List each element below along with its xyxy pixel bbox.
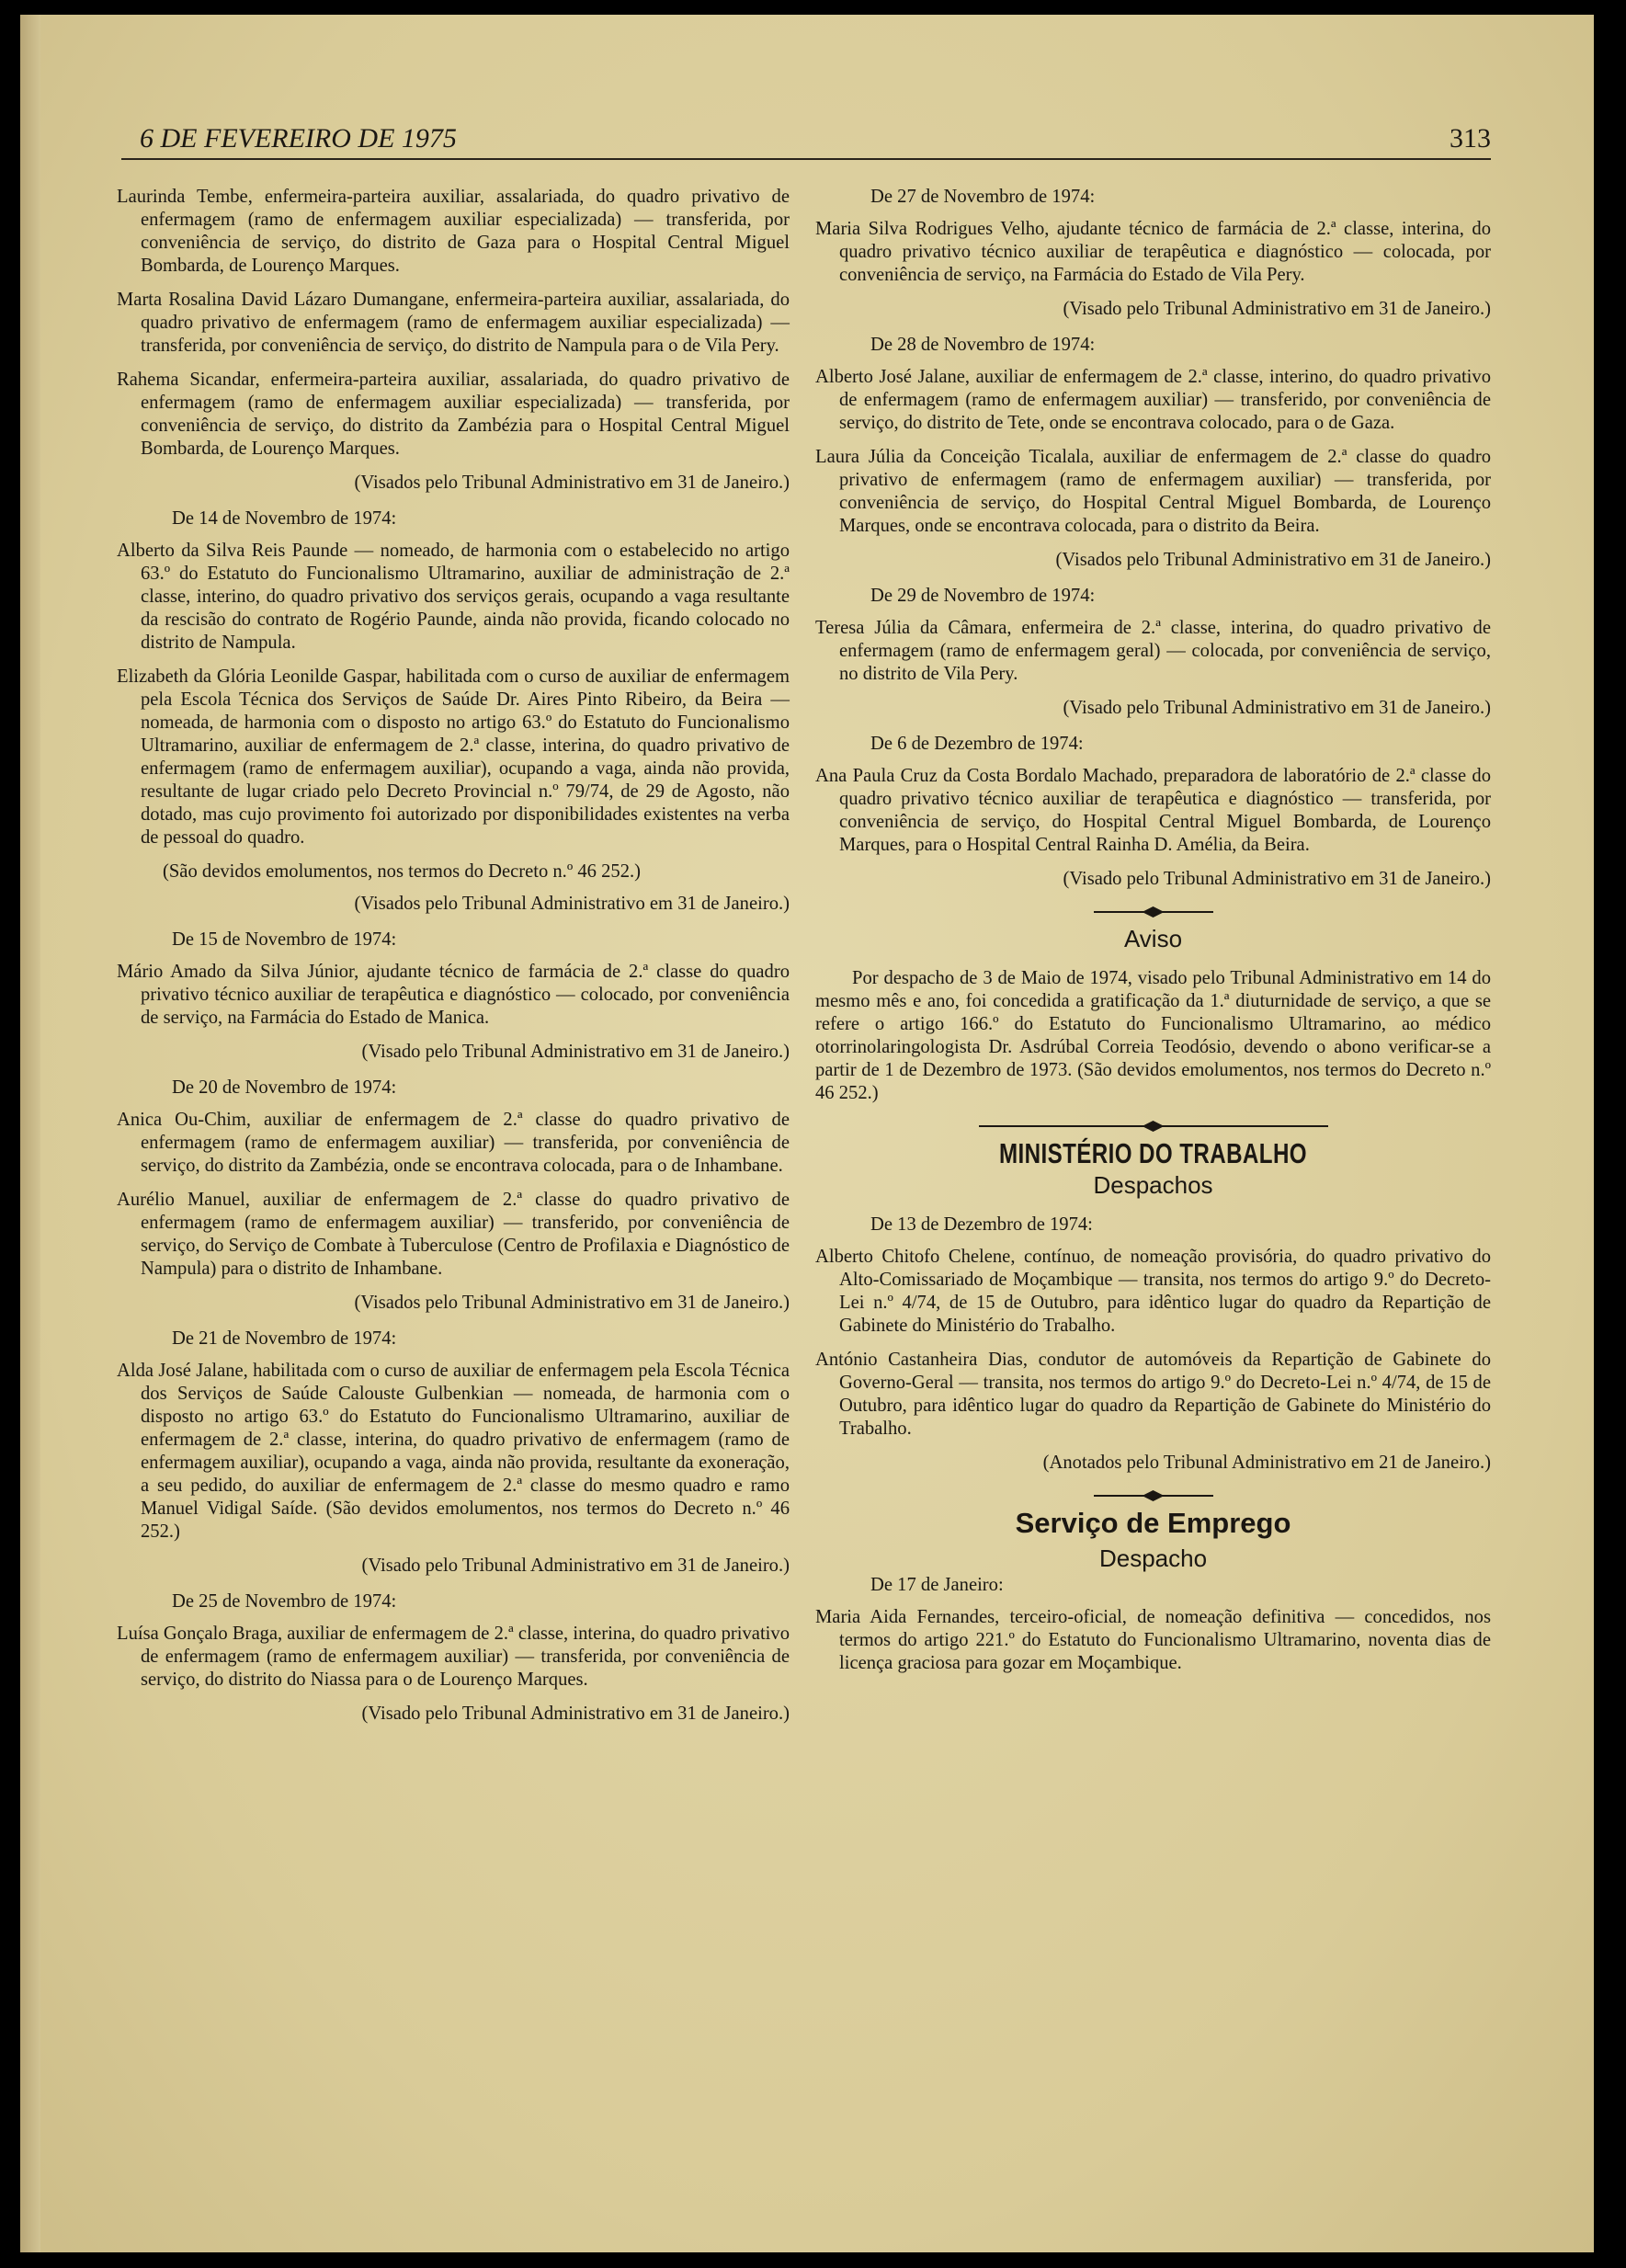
entry: Luísa Gonçalo Braga, auxiliar de enfermagem de 2.ª classe, interina, do quadro privativo de enfermagem (ramo de enfermagem auxiliar) — transferida, por conveniência de serviço, do distrito do Niassa para o de Lourenço Marques. <box>117 1624 790 1690</box>
gazette-page <box>20 15 1594 2252</box>
visa-note: (Visados pelo Tribunal Administrativo em 31 de Janeiro.) <box>354 1293 790 1313</box>
ornament-divider <box>1094 911 1213 913</box>
page-header <box>121 110 1491 160</box>
section-title-aviso: Aviso <box>1123 925 1183 952</box>
ornament-divider <box>1094 1495 1213 1497</box>
section-title-emprego: Serviço de Emprego <box>1015 1507 1291 1539</box>
aviso-paragraph: Por despacho de 3 de Maio de 1974, visado pelo Tribunal Administrativo em 14 do mesmo mês e ano, foi concedida a gratificação da 1.ª diuturnidade de serviço, a que se refere o artigo 166.º do Estatuto do Funcionalismo Ultramarino, ao médico otorrinolaringologista Dr. Asdrúbal Correia Teodósio, devendo o abono verificar-se a partir de 1 de Dezembro de 1973. (São devidos emolumentos, nos termos do Decreto n.º 46 252.) <box>815 968 1491 1103</box>
left-column <box>117 186 790 1738</box>
entry: Rahema Sicandar, enfermeira-parteira auxiliar, assalariada, do quadro privativo de enfermagem (ramo de enfermagem auxiliar especializada) — transferida, por conveniência de serviço, do distrito da Zambézia para o Hospital Central Miguel Bombarda, de Lourenço Marques. <box>117 370 790 459</box>
entry: Laura Júlia da Conceição Ticalala, auxiliar de enfermagem de 2.ª classe do quadro privativo de enfermagem (ramo de enfermagem auxiliar) — transferida, por conveniência de serviço, do Hospital Central Miguel Bombarda, de Lourenço Marques, onde se encontrava colocada, para o distrito da Beira. <box>815 447 1491 536</box>
entry: Elizabeth da Glória Leonilde Gaspar, habilitada com o curso de auxiliar de enfermagem pela Escola Técnica dos Serviços de Saúde Dr. Aires Pinto Ribeiro, da Beira — nomeada, de harmonia com o disposto no artigo 63.º do Estatuto do Funcionalismo Ultramarino, auxiliar de enfermagem de 2.ª classe, interina, do quadro privativo de enfermagem (ramo de enfermagem auxiliar), ocupando a vaga, ainda não provida, resultante de lugar criado pelo Decreto Provincial n.º 79/74, de 29 de Agosto, não dotado, mas cujo provimento foi autorizado por disponibilidades existentes na verba de pessoal do quadro. <box>117 667 790 848</box>
entry: Maria Aida Fernandes, terceiro-oficial, de nomeação definitiva — concedidos, nos termos do artigo 221.º do Estatuto do Funcionalismo Ultramarino, noventa dias de licença graciosa para gozar em Moçambique. <box>815 1607 1491 1673</box>
date-heading: De 25 de Novembro de 1974: <box>172 1591 397 1612</box>
entry: António Castanheira Dias, condutor de automóveis da Repartição de Gabinete do Governo-Geral — transita, nos termos do artigo 9.º do Decreto-Lei n.º 4/74, de 15 de Outubro, para idêntico lugar do quadro da Repartição de Gabinete do Ministério do Trabalho. <box>815 1350 1491 1439</box>
visa-note: (Visado pelo Tribunal Administrativo em 31 de Janeiro.) <box>361 1556 790 1576</box>
ornament-divider <box>979 1125 1328 1127</box>
visa-note: (Visado pelo Tribunal Administrativo em 31 de Janeiro.) <box>1063 299 1491 319</box>
date-heading: De 15 de Novembro de 1974: <box>172 929 397 950</box>
date-heading: De 21 de Novembro de 1974: <box>172 1328 397 1349</box>
right-column <box>815 186 1491 1686</box>
date-heading: De 20 de Novembro de 1974: <box>172 1077 397 1098</box>
entry: Alberto José Jalane, auxiliar de enfermagem de 2.ª classe, interino, do quadro privativo de enfermagem (ramo de enfermagem auxiliar) — transferido, por conveniência de serviço, do distrito de Tete, onde se encontrava colocado, para o de Gaza. <box>815 367 1491 433</box>
visa-note: (Visados pelo Tribunal Administrativo em 31 de Janeiro.) <box>354 894 790 914</box>
entry: Teresa Júlia da Câmara, enfermeira de 2.ª classe, interina, do quadro privativo de enfermagem (ramo de enfermagem geral) — colocada, por conveniência de serviço, no distrito de Vila Pery. <box>815 618 1491 684</box>
entry: Laurinda Tembe, enfermeira-parteira auxiliar, assalariada, do quadro privativo de enfermagem (ramo de enfermagem auxiliar especializada) — transferida, por conveniência de serviço, do distrito de Gaza para o Hospital Central Miguel Bombarda, de Lourenço Marques. <box>117 187 790 276</box>
entry: Aurélio Manuel, auxiliar de enfermagem de 2.ª classe do quadro privativo de enfermagem (ramo de enfermagem auxiliar) — transferido, por conveniência de serviço, do Serviço de Combate à Tuberculose (Centro de Profilaxia e Diagnóstico de Nampula) para o distrito de Inhambane. <box>117 1190 790 1279</box>
header-date: 6 DE FEVEREIRO DE 1975 <box>140 123 457 154</box>
visa-note: (Visado pelo Tribunal Administrativo em 31 de Janeiro.) <box>361 1704 790 1724</box>
visa-note: (Anotados pelo Tribunal Administrativo em 21 de Janeiro.) <box>1042 1453 1491 1473</box>
entry: Alberto da Silva Reis Paunde — nomeado, de harmonia com o estabelecido no artigo 63.º do Estatuto do Funcionalismo Ultramarino, auxiliar de administração de 2.ª classe, interino, do quadro privativo dos serviços gerais, ocupando a vaga resultante da rescisão do contrato de Rogério Paunde, ainda não provida, ficando colocado no distrito de Nampula. <box>117 541 790 653</box>
section-title-despachos: Despachos <box>1093 1171 1213 1199</box>
diamond-ornament-icon <box>1143 1490 1165 1501</box>
entry: Ana Paula Cruz da Costa Bordalo Machado, preparadora de laboratório de 2.ª classe do quadro privativo técnico auxiliar de terapêutica e diagnóstico — transferida, por conveniência de serviço, do Hospital Central Miguel Bombarda, de Lourenço Marques, para o Hospital Central Rainha D. Amélia, da Beira. <box>815 766 1491 855</box>
entry: Marta Rosalina David Lázaro Dumangane, enfermeira-parteira auxiliar, assalariada, do quadro privativo de enfermagem (ramo de enfermagem auxiliar especializada) — transferida, por conveniência de serviço, do distrito de Nampula para o de Vila Pery. <box>117 290 790 356</box>
page-fold-edge <box>20 15 40 2252</box>
visa-note: (Visado pelo Tribunal Administrativo em 31 de Janeiro.) <box>1063 698 1491 718</box>
entry: Alberto Chitofo Chelene, contínuo, de nomeação provisória, do quadro privativo do Alto-Comissariado de Moçambique — transita, nos termos do artigo 9.º do Decreto-Lei n.º 4/74, de 15 de Outubro, para idêntico lugar do quadro da Repartição de Gabinete do Ministério do Trabalho. <box>815 1247 1491 1336</box>
visa-note: (Visado pelo Tribunal Administrativo em 31 de Janeiro.) <box>1063 869 1491 889</box>
section-title-despacho: Despacho <box>1098 1544 1208 1572</box>
date-heading: De 6 de Dezembro de 1974: <box>870 734 1084 754</box>
diamond-ornament-icon <box>1143 906 1165 917</box>
ministry-title: MINISTÉRIO DO TRABALHO <box>998 1137 1308 1169</box>
date-heading: De 29 de Novembro de 1974: <box>870 586 1096 606</box>
date-heading: De 13 de Dezembro de 1974: <box>870 1214 1093 1235</box>
date-heading: De 14 de Novembro de 1974: <box>172 508 397 529</box>
date-heading: De 17 de Janeiro: <box>870 1575 1004 1595</box>
emolument-note: (São devidos emolumentos, nos termos do Decreto n.º 46 252.) <box>163 861 642 882</box>
diamond-ornament-icon <box>1143 1121 1165 1132</box>
entry: Mário Amado da Silva Júnior, ajudante técnico de farmácia de 2.ª classe do quadro privativo técnico auxiliar de terapêutica e diagnóstico — colocado, por conveniência de serviço, na Farmácia do Estado de Manica. <box>117 962 790 1028</box>
visa-note: (Visados pelo Tribunal Administrativo em 31 de Janeiro.) <box>1055 550 1491 570</box>
page-number: 313 <box>1450 123 1491 154</box>
entry: Alda José Jalane, habilitada com o curso de auxiliar de enfermagem pela Escola Técnica dos Serviços de Saúde Calouste Gulbenkian — nomeada, de harmonia com o disposto no artigo 63.º do Estatuto do Funcionalismo Ultramarino, auxiliar de enfermagem de 2.ª classe, interina, do quadro privativo de enfermagem (ramo de enfermagem auxiliar), ocupando a vaga, ainda não provida, resultante da exoneração, a seu pedido, do auxiliar de enfermagem de 2.ª classe do mesmo quadro e ramo Manuel Vidigal Saíde. (São devidos emolumentos, nos termos do Decreto n.º 46 252.) <box>117 1361 790 1542</box>
visa-note: (Visado pelo Tribunal Administrativo em 31 de Janeiro.) <box>361 1042 790 1062</box>
date-heading: De 28 de Novembro de 1974: <box>870 335 1096 355</box>
date-heading: De 27 de Novembro de 1974: <box>870 187 1096 207</box>
entry: Anica Ou-Chim, auxiliar de enfermagem de 2.ª classe do quadro privativo de enfermagem (ramo de enfermagem auxiliar) — transferida, por conveniência de serviço, do distrito da Zambézia, onde se encontrava colocada, para o de Inhambane. <box>117 1110 790 1176</box>
entry: Maria Silva Rodrigues Velho, ajudante técnico de farmácia de 2.ª classe, interina, do quadro privativo técnico auxiliar de terapêutica e diagnóstico — colocada, por conveniência de serviço, na Farmácia do Estado de Vila Pery. <box>815 219 1491 285</box>
visa-note: (Visados pelo Tribunal Administrativo em 31 de Janeiro.) <box>354 473 790 493</box>
